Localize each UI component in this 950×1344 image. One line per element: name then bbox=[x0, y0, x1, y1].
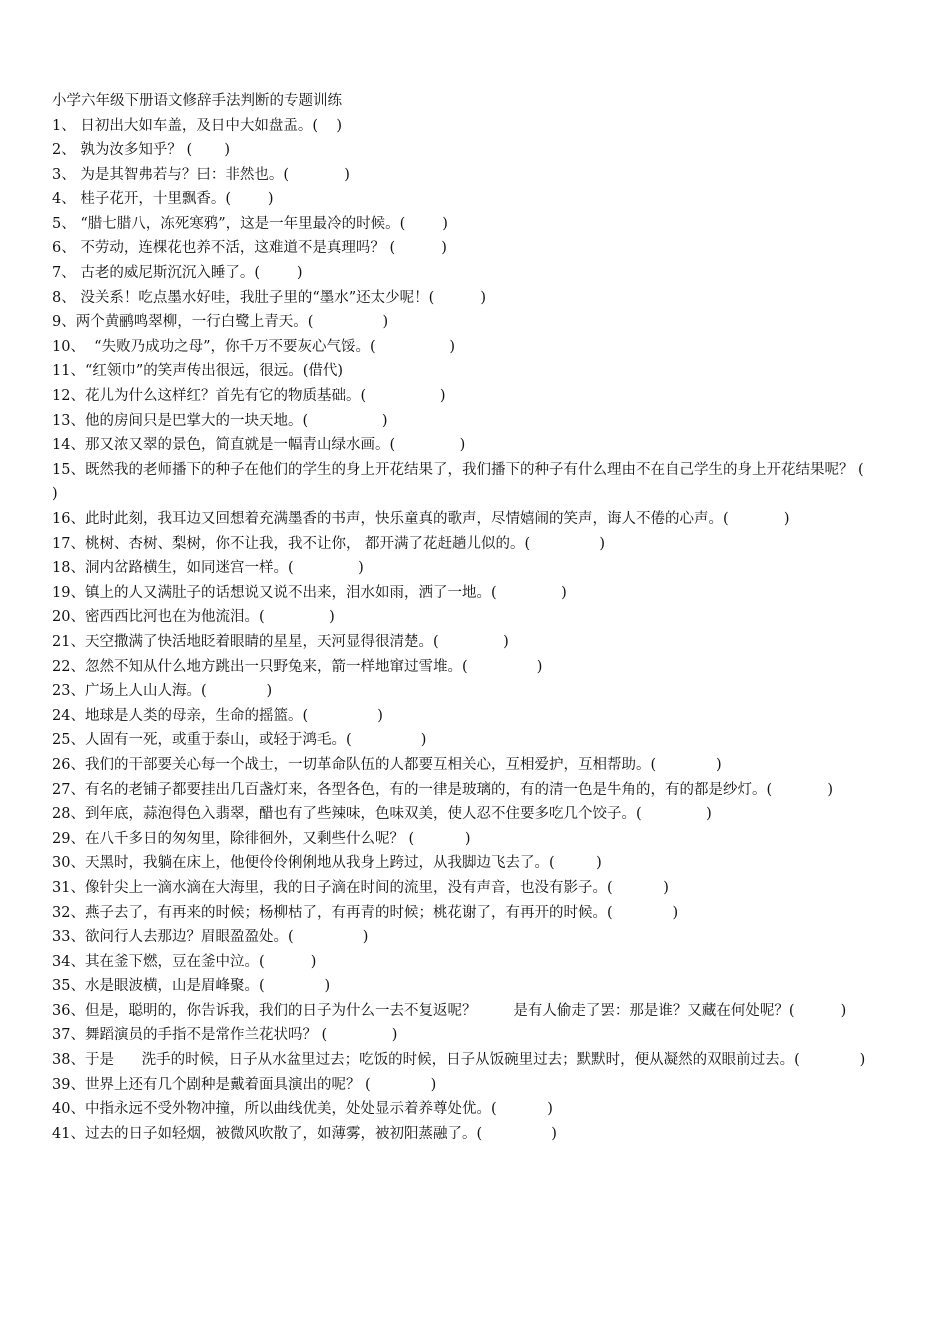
question-item: 41、过去的日子如轻烟，被微风吹散了，如薄雾，被初阳蒸融了。( ) bbox=[52, 1125, 557, 1142]
question-item: 7、 古老的威尼斯沉沉入睡了。( ) bbox=[52, 265, 303, 282]
question-item: 24、地球是人类的母亲，生命的摇篮。( ) bbox=[52, 707, 383, 724]
question-item: 37、舞蹈演员的手指不是常作兰花状吗？ ( ) bbox=[52, 1027, 398, 1044]
question-item: 17、桃树、杏树、梨树，你不让我，我不让你， 都开满了花赶趟儿似的。( ) bbox=[52, 535, 606, 552]
question-item: 8、 没关系！吃点墨水好哇，我肚子里的“墨水”还太少呢！( ) bbox=[52, 289, 487, 306]
question-item: 19、镇上的人又满肚子的话想说又说不出来，泪水如雨，洒了一地。( ) bbox=[52, 584, 567, 601]
question-item: 9、两个黄鹂鸣翠柳，一行白鹭上青天。( ) bbox=[52, 314, 389, 331]
question-item: 31、像针尖上一滴水滴在大海里，我的日子滴在时间的流里，没有声音，也没有影子。( ) bbox=[52, 879, 669, 896]
question-item: 38、于是 洗手的时候，日子从水盆里过去；吃饭的时候，日子从饭碗里过去；默默时，便从凝然的双眼前过去。( ) bbox=[52, 1052, 866, 1069]
question-item: 23、广场上人山人海。( ) bbox=[52, 683, 273, 700]
question-item: 15、既然我的老师播下的种子在他们的学生的身上开花结果了，我们播下的种子有什么理由不在自己学生的身上开花结果呢？ ( ) bbox=[52, 461, 933, 503]
question-item: 6、 不劳动，连棵花也养不活，这难道不是真理吗？ ( ) bbox=[52, 240, 447, 257]
question-item: 10、 “失败乃成功之母”，你千万不要灰心气馁。( ) bbox=[52, 338, 456, 355]
question-item: 11、“红领巾”的笑声传出很远，很远。(借代) bbox=[52, 363, 344, 380]
question-item: 21、天空撒满了快活地眨着眼睛的星星，天河显得很清楚。( ) bbox=[52, 633, 509, 650]
question-item: 13、他的房间只是巴掌大的一块天地。( ) bbox=[52, 412, 388, 429]
question-item: 3、 为是其智弗若与？曰：非然也。( ) bbox=[52, 166, 350, 183]
question-item: 1、 日初出大如车盖，及日中大如盘盂。( ) bbox=[52, 117, 343, 134]
question-item: 22、忽然不知从什么地方跳出一只野兔来，箭一样地窜过雪堆。( ) bbox=[52, 658, 543, 675]
question-item: 39、世界上还有几个剧种是戴着面具演出的呢？ ( ) bbox=[52, 1076, 437, 1093]
question-item: 12、花儿为什么这样红？首先有它的物质基础。( ) bbox=[52, 388, 446, 405]
question-item: 35、水是眼波横，山是眉峰聚。( ) bbox=[52, 978, 331, 995]
question-item: 36、但是，聪明的，你告诉我，我们的日子为什么一去不复返呢？ 是有人偷走了罢：那是谁？又藏在何处呢？( ) bbox=[52, 1002, 847, 1019]
question-item: 32、燕子去了，有再来的时候；杨柳枯了，有再青的时候；桃花谢了，有再开的时候。( ) bbox=[52, 904, 679, 921]
question-item: 16、此时此刻，我耳边又回想着充满墨香的书声，快乐童真的歌声，尽情嬉闹的笑声，诲人不倦的心声。( ) bbox=[52, 511, 790, 527]
question-item: 5、 “腊七腊八，冻死寒鸦”，这是一年里最冷的时候。( ) bbox=[52, 215, 448, 232]
question-item: 33、欲问行人去那边？眉眼盈盈处。( ) bbox=[52, 929, 369, 946]
document-page bbox=[52, 89, 933, 1146]
question-item: 40、中指永远不受外物冲撞，所以曲线优美，处处显示着养尊处优。( ) bbox=[52, 1101, 553, 1118]
question-list bbox=[52, 114, 933, 1147]
question-item: 34、其在釜下燃，豆在釜中泣。( ) bbox=[52, 953, 317, 970]
question-item: 27、有名的老铺子都要挂出几百盏灯来，各型各色，有的一律是玻璃的，有的清一色是牛角的，有的都是纱灯。( ) bbox=[52, 781, 834, 798]
question-item: 4、 桂子花开，十里飘香。( ) bbox=[52, 191, 274, 208]
question-item: 18、洞内岔路横生，如同迷宫一样。( ) bbox=[52, 560, 364, 577]
question-item: 25、人固有一死，或重于泰山，或轻于鸿毛。( ) bbox=[52, 732, 427, 749]
question-item: 30、天黑时，我躺在床上，他便伶伶俐俐地从我身上跨过，从我脚边飞去了。( ) bbox=[52, 855, 602, 872]
question-item: 29、在八千多日的匆匆里，除徘徊外，又剩些什么呢？ ( ) bbox=[52, 830, 471, 847]
question-item: 26、我们的干部要关心每一个战士，一切革命队伍的人都要互相关心，互相爱护，互相帮助。( ) bbox=[52, 756, 722, 773]
question-item: 2、 孰为汝多知乎？ ( ) bbox=[52, 142, 231, 159]
question-item: 14、那又浓又翠的景色，简直就是一幅青山绿水画。( ) bbox=[52, 437, 466, 454]
question-item: 20、密西西比河也在为他流泪。( ) bbox=[52, 609, 335, 626]
question-item: 28、到年底，蒜泡得色入翡翠，醋也有了些辣味，色味双美，使人忍不住要多吃几个饺子。( ) bbox=[52, 806, 712, 823]
document-title: 小学六年级下册语文修辞手法判断的专题训练 bbox=[52, 93, 342, 109]
